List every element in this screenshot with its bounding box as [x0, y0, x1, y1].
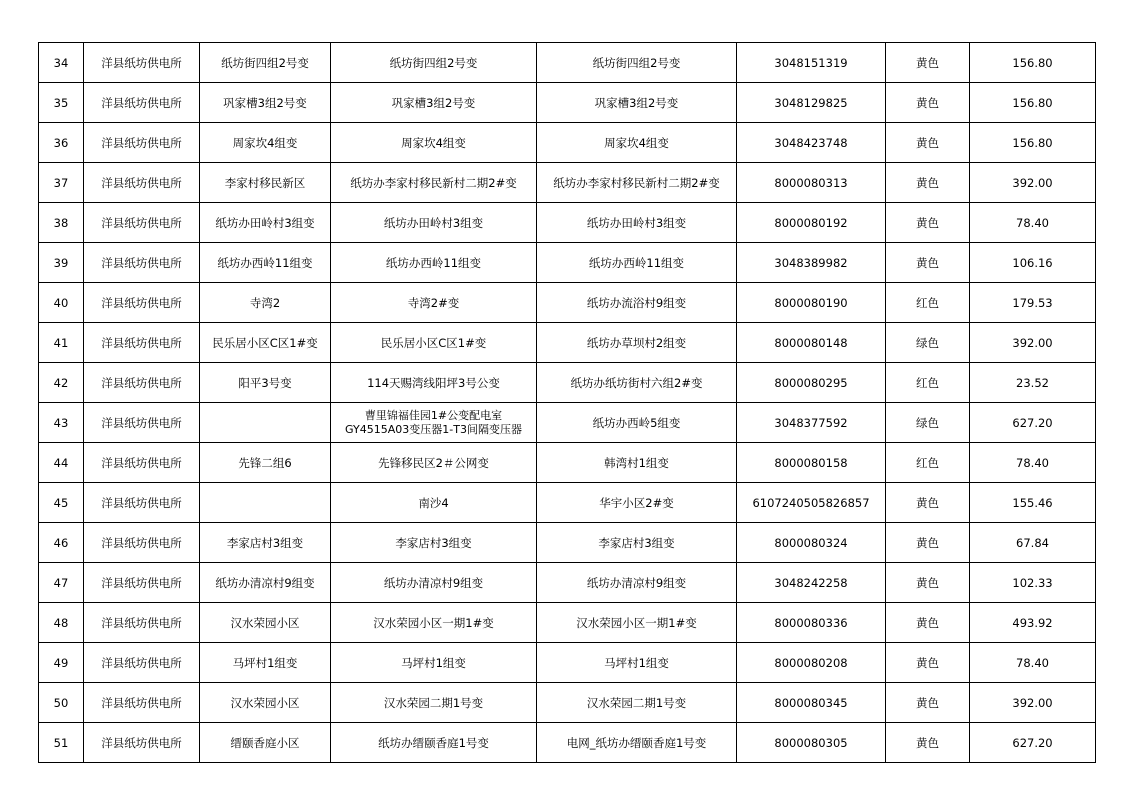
supply-unit-cell: 洋县纸坊供电所 [84, 203, 200, 243]
status-color-cell: 黄色 [886, 563, 970, 603]
transformer-name-cell: 曹里锦福佳园1#公变配电室GY4515A03变压器1-T3间隔变压器 [331, 403, 537, 443]
capacity-value-cell: 78.40 [970, 643, 1096, 683]
transformer-name-cell: 南沙4 [331, 483, 537, 523]
station-name-cell: 纸坊办田岭村3组变 [537, 203, 737, 243]
status-color-cell: 黄色 [886, 683, 970, 723]
row-number-cell: 37 [39, 163, 84, 203]
table-row [39, 443, 1096, 483]
transformer-name-cell: 114天赐湾线阳坪3号公变 [331, 363, 537, 403]
capacity-value-cell: 156.80 [970, 123, 1096, 163]
meter-id-cell: 3048423748 [737, 123, 886, 163]
station-name-cell: 汉水荣园二期1号变 [537, 683, 737, 723]
capacity-value-cell: 392.00 [970, 163, 1096, 203]
transformer-name-cell: 纸坊办田岭村3组变 [331, 203, 537, 243]
supply-unit-cell: 洋县纸坊供电所 [84, 483, 200, 523]
area-name-cell: 纸坊办西岭11组变 [200, 243, 331, 283]
row-number-cell: 42 [39, 363, 84, 403]
meter-id-cell: 8000080305 [737, 723, 886, 763]
row-number-cell: 34 [39, 43, 84, 83]
supply-unit-cell: 洋县纸坊供电所 [84, 163, 200, 203]
status-color-cell: 黄色 [886, 643, 970, 683]
row-number-cell: 48 [39, 603, 84, 643]
meter-id-cell: 3048389982 [737, 243, 886, 283]
area-name-cell: 纸坊街四组2号变 [200, 43, 331, 83]
area-name-cell: 马坪村1组变 [200, 643, 331, 683]
table-row [39, 203, 1096, 243]
area-name-cell [200, 403, 331, 443]
row-number-cell: 41 [39, 323, 84, 363]
area-name-cell: 纸坊办清凉村9组变 [200, 563, 331, 603]
area-name-cell [200, 483, 331, 523]
area-name-cell: 李家店村3组变 [200, 523, 331, 563]
row-number-cell: 51 [39, 723, 84, 763]
transformer-name-cell: 纸坊办西岭11组变 [331, 243, 537, 283]
table-row [39, 83, 1096, 123]
supply-unit-cell: 洋县纸坊供电所 [84, 123, 200, 163]
transformer-name-cell: 寺湾2#变 [331, 283, 537, 323]
supply-unit-cell: 洋县纸坊供电所 [84, 523, 200, 563]
supply-unit-cell: 洋县纸坊供电所 [84, 283, 200, 323]
transformer-name-cell: 民乐居小区C区1#变 [331, 323, 537, 363]
area-name-cell: 缙颐香庭小区 [200, 723, 331, 763]
meter-id-cell: 8000080336 [737, 603, 886, 643]
status-color-cell: 黄色 [886, 123, 970, 163]
transformer-name-cell: 纸坊办清凉村9组变 [331, 563, 537, 603]
table-row [39, 403, 1096, 443]
row-number-cell: 47 [39, 563, 84, 603]
meter-id-cell: 8000080313 [737, 163, 886, 203]
capacity-value-cell: 392.00 [970, 683, 1096, 723]
supply-unit-cell: 洋县纸坊供电所 [84, 403, 200, 443]
transformer-name-cell: 汉水荣园二期1号变 [331, 683, 537, 723]
table-row [39, 363, 1096, 403]
table-row [39, 43, 1096, 83]
row-number-cell: 40 [39, 283, 84, 323]
table-row [39, 483, 1096, 523]
area-name-cell: 纸坊办田岭村3组变 [200, 203, 331, 243]
station-name-cell: 纸坊办纸坊街村六组2#变 [537, 363, 737, 403]
capacity-value-cell: 67.84 [970, 523, 1096, 563]
row-number-cell: 43 [39, 403, 84, 443]
capacity-value-cell: 23.52 [970, 363, 1096, 403]
meter-id-cell: 8000080345 [737, 683, 886, 723]
station-name-cell: 纸坊办流浴村9组变 [537, 283, 737, 323]
station-name-cell: 纸坊办西岭5组变 [537, 403, 737, 443]
status-color-cell: 黄色 [886, 83, 970, 123]
station-name-cell: 电网_纸坊办缙颐香庭1号变 [537, 723, 737, 763]
transformer-name-cell: 汉水荣园小区一期1#变 [331, 603, 537, 643]
transformer-name-cell: 巩家槽3组2号变 [331, 83, 537, 123]
row-number-cell: 46 [39, 523, 84, 563]
supply-unit-cell: 洋县纸坊供电所 [84, 723, 200, 763]
supply-unit-cell: 洋县纸坊供电所 [84, 683, 200, 723]
status-color-cell: 黄色 [886, 163, 970, 203]
supply-unit-cell: 洋县纸坊供电所 [84, 643, 200, 683]
station-name-cell: 纸坊街四组2号变 [537, 43, 737, 83]
table-row [39, 163, 1096, 203]
capacity-value-cell: 392.00 [970, 323, 1096, 363]
capacity-value-cell: 155.46 [970, 483, 1096, 523]
supply-unit-cell: 洋县纸坊供电所 [84, 563, 200, 603]
station-name-cell: 纸坊办李家村移民新村二期2#变 [537, 163, 737, 203]
status-color-cell: 黄色 [886, 243, 970, 283]
status-color-cell: 黄色 [886, 203, 970, 243]
station-name-cell: 周家坎4组变 [537, 123, 737, 163]
station-name-cell: 李家店村3组变 [537, 523, 737, 563]
status-color-cell: 红色 [886, 283, 970, 323]
capacity-value-cell: 627.20 [970, 403, 1096, 443]
area-name-cell: 汉水荣园小区 [200, 603, 331, 643]
station-name-cell: 纸坊办西岭11组变 [537, 243, 737, 283]
row-number-cell: 44 [39, 443, 84, 483]
table-row [39, 683, 1096, 723]
transformer-name-cell: 李家店村3组变 [331, 523, 537, 563]
station-name-cell: 马坪村1组变 [537, 643, 737, 683]
area-name-cell: 周家坎4组变 [200, 123, 331, 163]
status-color-cell: 黄色 [886, 603, 970, 643]
supply-unit-cell: 洋县纸坊供电所 [84, 323, 200, 363]
transformer-name-cell: 纸坊办缙颐香庭1号变 [331, 723, 537, 763]
capacity-value-cell: 78.40 [970, 203, 1096, 243]
meter-id-cell: 3048377592 [737, 403, 886, 443]
status-color-cell: 红色 [886, 443, 970, 483]
status-color-cell: 黄色 [886, 483, 970, 523]
station-name-cell: 巩家槽3组2号变 [537, 83, 737, 123]
table-row [39, 283, 1096, 323]
table-row [39, 243, 1096, 283]
supply-unit-cell: 洋县纸坊供电所 [84, 243, 200, 283]
station-name-cell: 华宇小区2#变 [537, 483, 737, 523]
meter-id-cell: 8000080190 [737, 283, 886, 323]
meter-id-cell: 8000080158 [737, 443, 886, 483]
area-name-cell: 先锋二组6 [200, 443, 331, 483]
status-color-cell: 黄色 [886, 723, 970, 763]
table-row [39, 523, 1096, 563]
status-color-cell: 红色 [886, 363, 970, 403]
area-name-cell: 李家村移民新区 [200, 163, 331, 203]
supply-unit-cell: 洋县纸坊供电所 [84, 443, 200, 483]
area-name-cell: 民乐居小区C区1#变 [200, 323, 331, 363]
capacity-value-cell: 156.80 [970, 83, 1096, 123]
meter-id-cell: 3048242258 [737, 563, 886, 603]
meter-id-cell: 8000080208 [737, 643, 886, 683]
row-number-cell: 50 [39, 683, 84, 723]
capacity-value-cell: 102.33 [970, 563, 1096, 603]
supply-unit-cell: 洋县纸坊供电所 [84, 363, 200, 403]
row-number-cell: 45 [39, 483, 84, 523]
capacity-value-cell: 493.92 [970, 603, 1096, 643]
status-color-cell: 绿色 [886, 403, 970, 443]
meter-id-cell: 8000080295 [737, 363, 886, 403]
row-number-cell: 35 [39, 83, 84, 123]
row-number-cell: 39 [39, 243, 84, 283]
station-name-cell: 汉水荣园小区一期1#变 [537, 603, 737, 643]
capacity-value-cell: 627.20 [970, 723, 1096, 763]
table-row [39, 603, 1096, 643]
transformer-name-cell: 纸坊办李家村移民新村二期2#变 [331, 163, 537, 203]
row-number-cell: 36 [39, 123, 84, 163]
capacity-value-cell: 106.16 [970, 243, 1096, 283]
status-color-cell: 绿色 [886, 323, 970, 363]
station-name-cell: 韩湾村1组变 [537, 443, 737, 483]
data-table [38, 42, 1096, 763]
capacity-value-cell: 78.40 [970, 443, 1096, 483]
area-name-cell: 巩家槽3组2号变 [200, 83, 331, 123]
table-row [39, 643, 1096, 683]
table-row [39, 723, 1096, 763]
status-color-cell: 黄色 [886, 523, 970, 563]
meter-id-cell: 8000080148 [737, 323, 886, 363]
capacity-value-cell: 156.80 [970, 43, 1096, 83]
table-body [39, 43, 1096, 763]
row-number-cell: 38 [39, 203, 84, 243]
area-name-cell: 汉水荣园小区 [200, 683, 331, 723]
transformer-name-cell: 马坪村1组变 [331, 643, 537, 683]
meter-id-cell: 6107240505826857 [737, 483, 886, 523]
supply-unit-cell: 洋县纸坊供电所 [84, 83, 200, 123]
area-name-cell: 阳平3号变 [200, 363, 331, 403]
row-number-cell: 49 [39, 643, 84, 683]
table-row [39, 563, 1096, 603]
station-name-cell: 纸坊办清凉村9组变 [537, 563, 737, 603]
status-color-cell: 黄色 [886, 43, 970, 83]
table-row [39, 323, 1096, 363]
meter-id-cell: 8000080192 [737, 203, 886, 243]
area-name-cell: 寺湾2 [200, 283, 331, 323]
transformer-name-cell: 纸坊街四组2号变 [331, 43, 537, 83]
transformer-name-cell: 先锋移民区2＃公网变 [331, 443, 537, 483]
meter-id-cell: 8000080324 [737, 523, 886, 563]
station-name-cell: 纸坊办草坝村2组变 [537, 323, 737, 363]
supply-unit-cell: 洋县纸坊供电所 [84, 603, 200, 643]
supply-unit-cell: 洋县纸坊供电所 [84, 43, 200, 83]
capacity-value-cell: 179.53 [970, 283, 1096, 323]
meter-id-cell: 3048129825 [737, 83, 886, 123]
table-row [39, 123, 1096, 163]
meter-id-cell: 3048151319 [737, 43, 886, 83]
transformer-name-cell: 周家坎4组变 [331, 123, 537, 163]
